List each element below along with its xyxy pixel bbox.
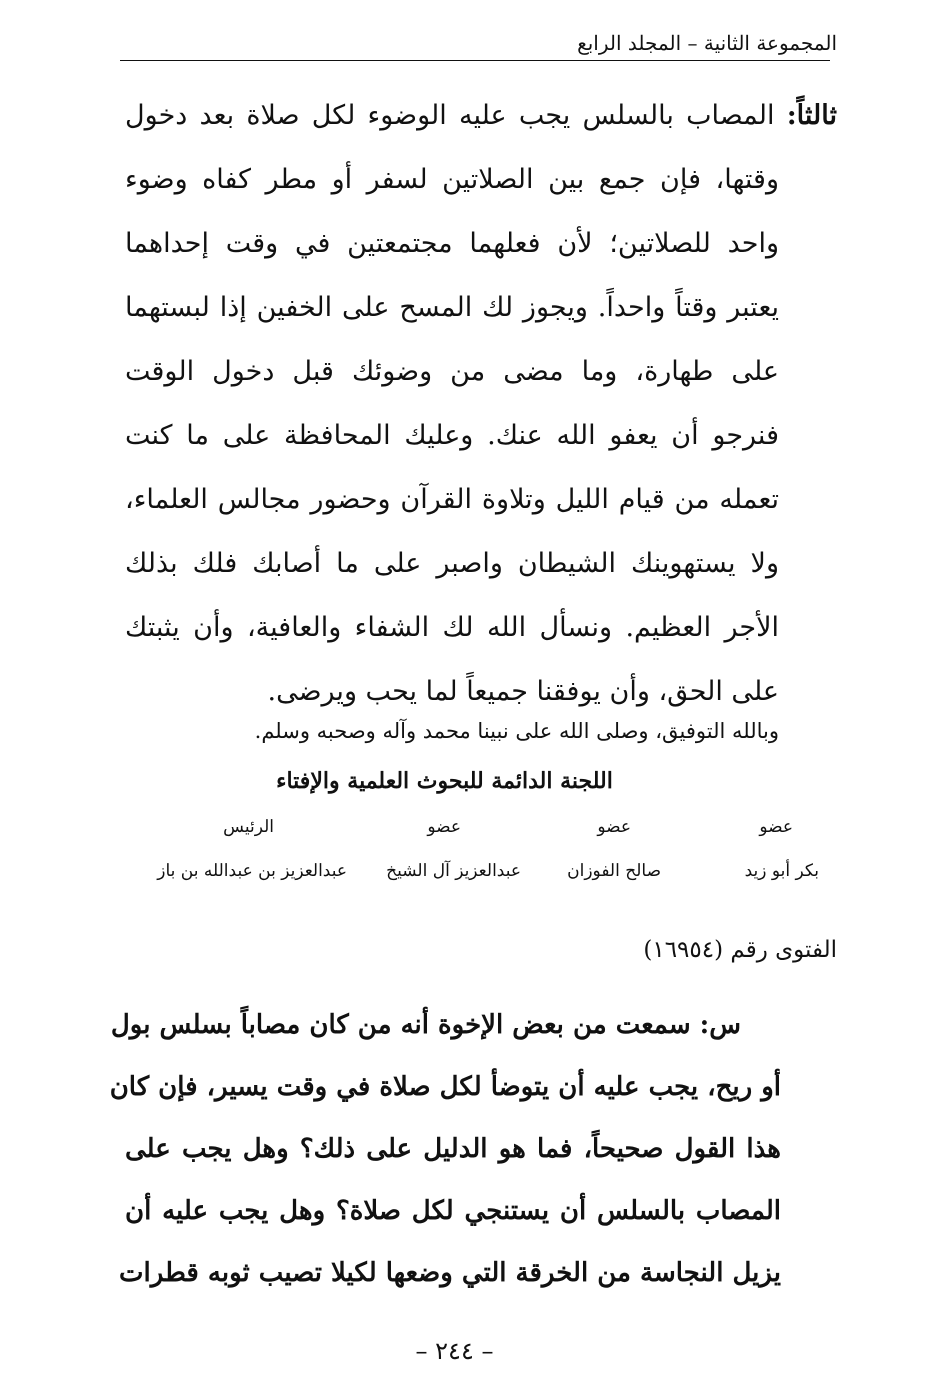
answer-line: ولا يستهوينك الشيطان واصبر على ما أصابك فلك بذلك	[125, 548, 779, 579]
closing-formula: وبالله التوفيق، وصلى الله على نبينا محمد وآله وصحبه وسلم.	[254, 719, 779, 743]
question-line: يزيل النجاسة من الخرقة التي وضعها لكيلا تصيب ثوبه قطرات	[119, 1258, 781, 1288]
answer-line: على الحق، وأن يوفقنا جميعاً لما يحب ويرضى.	[267, 676, 779, 707]
question-line: أو ريح، يجب عليه أن يتوضأ لكل صلاة في وقت يسير، فإن كان	[109, 1072, 781, 1102]
question-line: هذا القول صحيحاً، فما هو الدليل على ذلك؟ وهل يجب على	[125, 1134, 781, 1164]
signatory-role: عضو	[759, 817, 793, 837]
signatory-role: الرئيس	[223, 817, 274, 837]
page-number: – ٢٤٤ –	[415, 1337, 494, 1365]
answer-line: يعتبر وقتاً واحداً. ويجوز لك المسح على الخفين إذا لبستهما	[125, 292, 779, 323]
answer-line: على طهارة، وما مضى من وضوئك قبل دخول الوقت	[125, 356, 779, 387]
answer-line: فنرجو أن يعفو الله عنك. وعليك المحافظة على ما كنت	[125, 420, 779, 451]
answer-line	[125, 84, 837, 148]
signatory-name: بكر أبو زيد	[744, 861, 819, 881]
fatwa-number-heading: الفتوى رقم (١٦٩٥٤)	[643, 937, 837, 963]
answer-line-text: المصاب بالسلس يجب عليه الوضوء لكل صلاة بعد دخول	[125, 100, 775, 131]
answer-lead-word: ثالثاً:	[786, 100, 837, 131]
signatory-names	[0, 856, 949, 886]
header-rule	[120, 60, 830, 61]
answer-paragraph	[125, 84, 837, 724]
question-paragraph	[109, 994, 781, 1304]
running-header: المجموعة الثانية – المجلد الرابع	[577, 31, 837, 55]
signatory-name: صالح الفوزان	[567, 861, 661, 881]
committee-title: اللجنة الدائمة للبحوث العلمية والإفتاء	[276, 768, 613, 794]
answer-line: الأجر العظيم. ونسأل الله لك الشفاء والعافية، وأن يثبتك	[125, 612, 779, 643]
answer-line: وقتها، فإن جمع بين الصلاتين لسفر أو مطر كفاه وضوء	[125, 164, 779, 195]
answer-line: تعمله من قيام الليل وتلاوة القرآن وحضور مجالس العلماء،	[125, 484, 779, 515]
question-line: س: سمعت من بعض الإخوة أنه من كان مصاباً بسلس بول	[110, 1010, 741, 1040]
question-line: المصاب بالسلس أن يستنجي لكل صلاة؟ وهل يجب عليه أن	[125, 1196, 781, 1226]
signatory-role: عضو	[597, 817, 631, 837]
signatory-name: عبدالعزيز آل الشيخ	[386, 861, 521, 881]
answer-line: واحد للصلاتين؛ لأن فعلهما مجتمعتين في وقت إحداهما	[125, 228, 779, 259]
signatory-roles	[0, 812, 949, 842]
signatory-name: عبدالعزيز بن عبدالله بن باز	[157, 861, 347, 881]
signatory-role: عضو	[427, 817, 461, 837]
